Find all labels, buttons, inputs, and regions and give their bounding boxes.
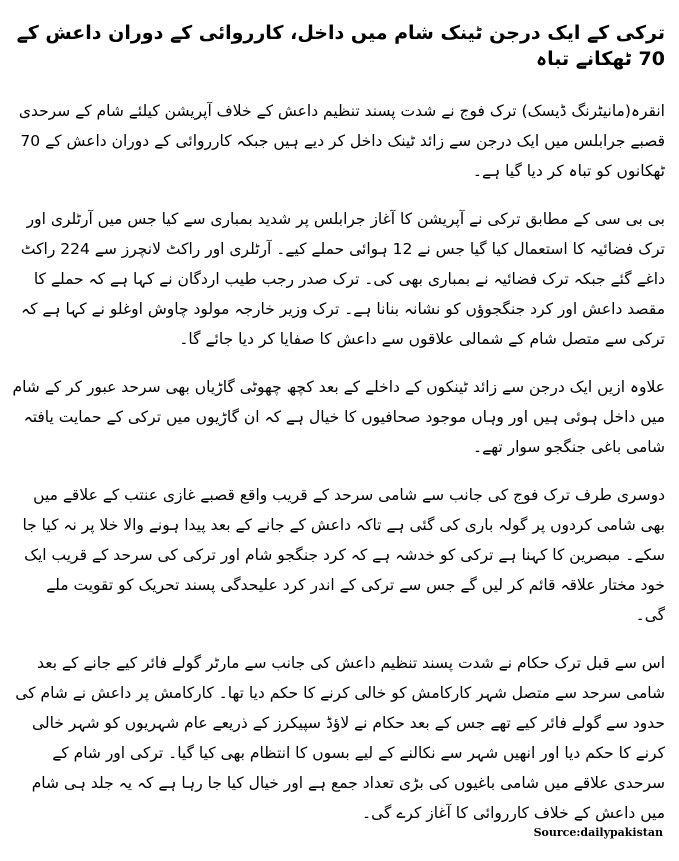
paragraph-bbc-report: بی بی سی کے مطابق ترکی نے آپریشن کا آغاز جرابلس پر شدید بمباری سے کیا جس میں آرٹلری اور ترک فضائیہ کا استعمال کیا گیا جس نے 12 ہوائی حملے کیے۔ آرٹلری اور راکٹ لانچرز سے 224 راکٹ داغے گئے جبکہ ترک فضائیہ نے بمباری بھی کی۔ ترک صدر رجب طیب اردگان نے کہا ہے کہ حملے کا مقصد داعش اور کرد جنگجوؤں کو نشانہ بنانا ہے۔ ترک وزیر خارجہ مولود چاوش اوغلو نے کہا ہے کہ ترکی سے متصل شام کے شمالی علاقوں سے داعش کا صفایا کر دیا جائے گا۔ (20, 210, 665, 348)
article (12, 0, 665, 828)
headline: ترکی کے ایک درجن ٹینک شام میں داخل، کارروائی کے دوران داعش کے 70 ٹھکانے تباہ (16, 22, 665, 70)
paragraph-vehicles: علاوہ ازیں ایک درجن سے زائد ٹینکوں کے داخلے کے بعد کچھ چھوٹی گاڑیاں بھی سرحد عبور کر کے شام میں داخل ہوئی ہیں اور وہاں موجود صحافیوں کا خیال ہے کہ ان گاڑیوں میں ترکی کے حمایت یافتہ شامی باغی جنگجو سوار تھے۔ (12, 378, 665, 456)
source-credit: Source:dailypakistan (533, 826, 663, 839)
paragraph-kurds: دوسری طرف ترک فوج کی جانب سے شامی سرحد کے قریب واقع قصبے غازی عنتب کے علاقے میں بھی شامی کردوں پر گولہ باری کی گئی ہے تاکہ داعش کے جانے کے بعد پیدا ہونے والا خلا پر نہ کیا جا سکے۔ مبصرین کا کہنا ہے ترکی کو خدشہ ہے کہ کرد جنگجو شام اور ترکی کی سرحد کے قریب ایک خود مختار علاقہ قائم کر لیں گے جس سے ترکی کے اندر کرد علیحدگی پسند تحریک کو تقویت ملے گی۔ (22, 486, 665, 624)
paragraph-intro: انقرہ(مانیٹرنگ ڈیسک) ترک فوج نے شدت پسند تنظیم داعش کے خلاف آپریشن کیلئے شام کے سرحدی قصبے جرابلس میں ایک درجن سے زائد ٹینک داخل کر دیے ہیں جبکہ کارروائی کے دوران داعش کے 70 ٹھکانوں کو تباہ کر دیا گیا ہے۔ (18, 102, 665, 180)
paragraph-karkamis: اس سے قبل ترک حکام نے شدت پسند تنظیم داعش کی جانب سے مارٹر گولے فائر کیے جانے کے بعد شامی سرحد سے متصل شہر کارکامش کو خالی کرنے کا حکم دیا تھا۔ کارکامش پر داعش نے شام کی حدود سے گولے فائر کیے تھے جس کے بعد حکام نے لاؤڈ سپیکرز کے ذریعے عام شہریوں کو شہر خالی کرنے کا حکم دیا اور انھیں شہر سے نکالنے کے لیے بسوں کا انتظام بھی کیا گیا۔ ترکی اور شام کے سرحدی علاقے میں شامی باغیوں کی بڑی تعداد جمع ہے اور خیال کیا جا رہا ہے کہ یہ جلد ہی شام میں داعش کے خلاف کارروائی کا آغاز کرے گی۔ (15, 654, 665, 822)
